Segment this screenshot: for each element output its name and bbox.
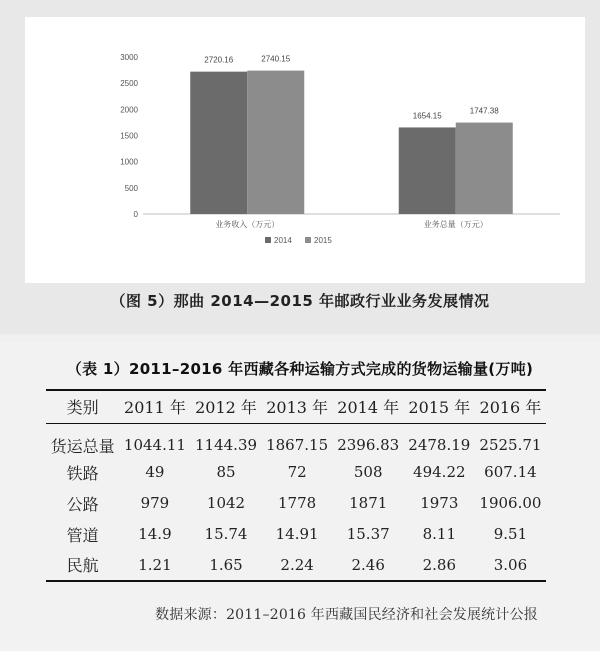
row-label: 公路: [66, 494, 99, 514]
table-panel: [0, 342, 600, 651]
header-cell: 2014 年: [333, 390, 404, 423]
legend-swatch: [265, 237, 271, 243]
table-cell: 1044.11: [123, 436, 186, 454]
data-label: 2720.16: [204, 55, 234, 65]
header-cell: 2012 年: [190, 390, 261, 423]
table-cell: 2478.19: [408, 436, 471, 454]
y-tick-label: 3000: [120, 53, 138, 62]
y-tick-label: 0: [133, 210, 138, 219]
legend-swatch: [305, 237, 311, 243]
row-label: 管道: [66, 525, 99, 545]
header-cell: 2016 年: [475, 390, 546, 423]
y-tick-label: 500: [124, 183, 138, 193]
table-cell: 8.11: [422, 525, 456, 543]
figure-caption: （图 5）那曲 2014—2015 年邮政行业业务发展情况: [110, 292, 490, 310]
row-label: 货运总量: [50, 436, 115, 456]
table-cell: 508: [353, 463, 383, 481]
table-row: [46, 457, 546, 488]
table-cell: 1.21: [119, 550, 190, 581]
table-cell: 15.37: [346, 525, 390, 543]
table-cell: 1778: [278, 494, 317, 512]
table-row: [46, 423, 546, 457]
row-label: 铁路: [66, 463, 99, 483]
table-row: [46, 488, 546, 519]
table-row: [46, 519, 546, 550]
table-cell: 14.9: [138, 525, 172, 543]
table-cell: 72: [287, 463, 307, 481]
table-cell: 1144.39: [195, 436, 258, 454]
table-cell: 2.46: [333, 550, 404, 581]
header-cell: 2015 年: [404, 390, 475, 423]
table-cell: 1867.15: [266, 436, 329, 454]
table-cell: 607.14: [484, 463, 537, 481]
table-cell: 9.51: [493, 525, 528, 543]
source-note: 数据来源：2011–2016 年西藏国民经济和社会发展统计公报: [155, 607, 538, 623]
y-tick-label: 2000: [120, 105, 138, 115]
table-cell: 1973: [420, 494, 459, 512]
table-cell: 1.65: [190, 550, 261, 581]
table-cell: 494.22: [413, 463, 466, 481]
row-label: 民航: [46, 550, 119, 581]
data-label: 1747.38: [469, 106, 499, 116]
chart-container: [25, 17, 585, 283]
table-header-row: [46, 390, 546, 423]
bar: [456, 123, 513, 214]
table-cell: 1871: [349, 494, 388, 512]
legend-label: 2015: [314, 236, 332, 245]
table-cell: 979: [140, 494, 170, 512]
bar: [399, 127, 456, 214]
bar: [247, 71, 304, 214]
table-cell: 2.24: [262, 550, 333, 581]
bar: [190, 72, 247, 214]
table-cell: 14.91: [275, 525, 319, 543]
table-cell: 85: [216, 463, 236, 481]
table-cell: 2396.83: [337, 436, 400, 454]
data-label: 1654.15: [412, 111, 442, 121]
table-cell: 2.86: [404, 550, 475, 581]
table-title: （表 1）2011–2016 年西藏各种运输方式完成的货物运输量(万吨): [66, 360, 534, 378]
table-row: [46, 550, 546, 581]
table-cell: 1042: [206, 494, 246, 512]
y-tick-label: 1000: [120, 157, 138, 167]
table-cell: 2525.71: [479, 436, 542, 454]
legend-label: 2014: [274, 236, 292, 245]
table-cell: 3.06: [475, 550, 546, 581]
header-cell: 类别: [46, 390, 119, 423]
header-cell: 2013 年: [262, 390, 333, 423]
header-cell: 2011 年: [119, 390, 190, 423]
x-tick-label: 业务收入（万元）: [215, 220, 280, 229]
data-label: 2740.15: [261, 54, 291, 64]
table-cell: 49: [145, 463, 165, 481]
y-tick-label: 1500: [120, 131, 138, 141]
x-tick-label: 业务总量（万元）: [423, 220, 488, 229]
freight-table: [46, 389, 546, 582]
table-cell: 1906.00: [479, 494, 542, 512]
y-tick-label: 2500: [120, 79, 138, 89]
bar-chart: [25, 17, 585, 283]
table-cell: 15.74: [204, 525, 248, 543]
